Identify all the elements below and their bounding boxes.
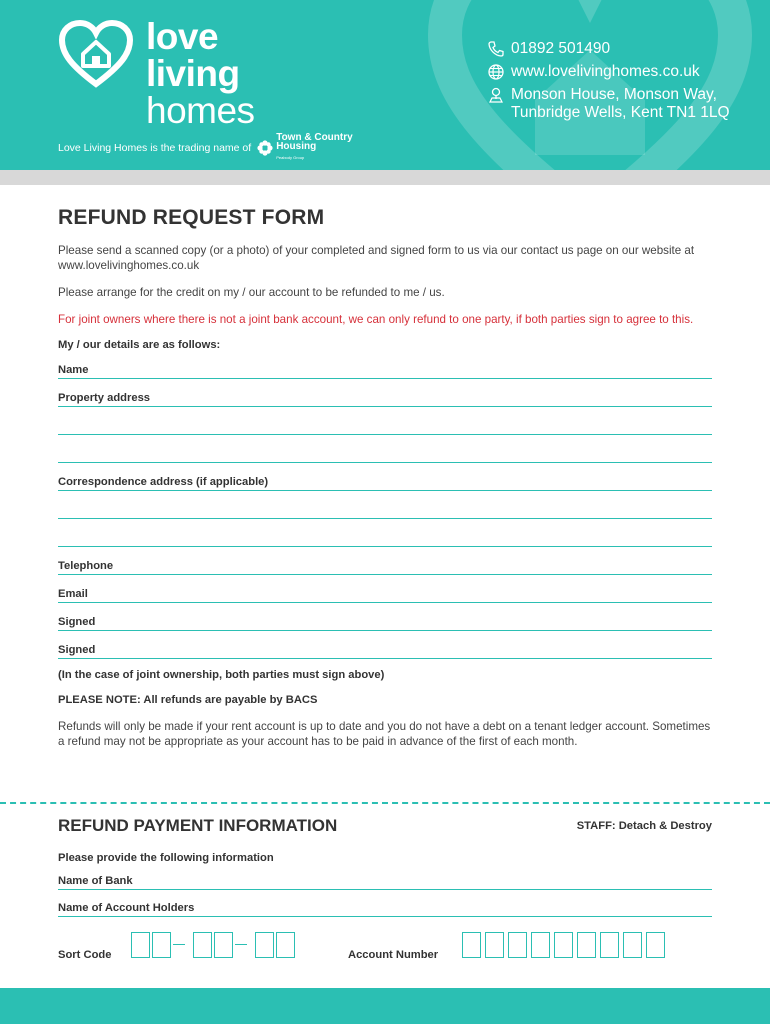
account-number-box-4[interactable] bbox=[531, 932, 550, 958]
heart-house-logo-icon bbox=[58, 20, 134, 90]
sort-code-label: Sort Code bbox=[58, 949, 112, 961]
details-heading: My / our details are as follows: bbox=[58, 339, 221, 351]
email-label: Email bbox=[58, 588, 88, 600]
bank-codes-row bbox=[58, 932, 712, 962]
email-field[interactable] bbox=[58, 575, 712, 603]
refund-conditions-text: Refunds will only be made if your rent account is up to date and you do not have a debt on a tenant ledger account. Sometimes a refund may not be appropriate as your account has to be paid in advance of the first of each month. bbox=[58, 720, 711, 748]
telephone-field[interactable] bbox=[58, 547, 712, 575]
account-number-box-5[interactable] bbox=[554, 932, 573, 958]
sort-code-box-3[interactable] bbox=[193, 932, 212, 958]
account-number-box-8[interactable] bbox=[623, 932, 642, 958]
partner-logo bbox=[257, 133, 352, 162]
form-title: REFUND REQUEST FORM bbox=[58, 206, 325, 229]
signed-label-1: Signed bbox=[58, 616, 96, 628]
account-number-box-6[interactable] bbox=[577, 932, 596, 958]
correspondence-address-line-2[interactable] bbox=[58, 491, 712, 519]
account-holders-field[interactable] bbox=[58, 890, 712, 917]
contact-address bbox=[487, 86, 730, 122]
phone-icon bbox=[487, 40, 505, 58]
footer-band bbox=[0, 988, 770, 1024]
joint-owners-notice: For joint owners where there is not a joint bank account, we can only refund to one party, if both parties sign to agree to this. bbox=[58, 313, 694, 326]
refund-request-form bbox=[58, 206, 712, 761]
account-number-box-7[interactable] bbox=[600, 932, 619, 958]
phone-number: 01892 501490 bbox=[511, 40, 611, 57]
telephone-label: Telephone bbox=[58, 560, 114, 572]
intro-text: Please send a scanned copy (or a photo) of your completed and signed form to us via our contact us page on our website at www.lovelivinghomes.co.uk bbox=[58, 244, 695, 272]
joint-sign-note: (In the case of joint ownership, both parties must sign above) bbox=[58, 669, 385, 681]
header-banner bbox=[0, 0, 770, 170]
flower-logo-icon bbox=[257, 140, 273, 156]
name-field[interactable] bbox=[58, 351, 712, 379]
sort-code-separator bbox=[173, 944, 185, 945]
account-number-box-3[interactable] bbox=[508, 932, 527, 958]
sort-code-box-1[interactable] bbox=[131, 932, 150, 958]
bank-name-label: Name of Bank bbox=[58, 875, 133, 887]
sort-code-separator bbox=[235, 944, 247, 945]
property-address-line-3[interactable] bbox=[58, 435, 712, 463]
partner-subtitle: Peabody Group bbox=[276, 155, 305, 160]
detach-cut-line bbox=[0, 802, 770, 804]
account-number-label: Account Number bbox=[348, 949, 439, 961]
trading-name-line bbox=[58, 133, 353, 162]
sort-code-box-4[interactable] bbox=[214, 932, 233, 958]
website-link: www.lovelivinghomes.co.uk bbox=[511, 63, 700, 80]
header-divider-band bbox=[0, 170, 770, 185]
refund-payment-section bbox=[58, 816, 712, 917]
provide-info-text: Please provide the following information bbox=[58, 852, 274, 864]
sort-code-box-6[interactable] bbox=[276, 932, 295, 958]
contact-phone[interactable] bbox=[487, 40, 730, 58]
property-address-field[interactable] bbox=[58, 379, 712, 407]
correspondence-address-line-3[interactable] bbox=[58, 519, 712, 547]
globe-icon bbox=[487, 63, 505, 81]
signed-label-2: Signed bbox=[58, 644, 96, 656]
account-number-box-2[interactable] bbox=[485, 932, 504, 958]
partner-name-1: Town & Country bbox=[276, 132, 353, 143]
correspondence-address-label: Correspondence address (if applicable) bbox=[58, 476, 269, 488]
account-number-box-9[interactable] bbox=[646, 932, 665, 958]
sort-code-box-2[interactable] bbox=[152, 932, 171, 958]
address-line-1: Monson House, Monson Way, bbox=[511, 86, 717, 103]
logo-word-love: love bbox=[146, 16, 219, 57]
account-holders-label: Name of Account Holders bbox=[58, 902, 195, 914]
address-line-2: Tunbridge Wells, Kent TN1 1LQ bbox=[511, 104, 730, 121]
property-address-line-2[interactable] bbox=[58, 407, 712, 435]
trading-text: Love Living Homes is the trading name of bbox=[58, 141, 252, 154]
arrange-text: Please arrange for the credit on my / our account to be refunded to me / us. bbox=[58, 286, 445, 299]
contact-block bbox=[487, 40, 730, 127]
correspondence-address-field[interactable] bbox=[58, 463, 712, 491]
signature-field-1[interactable] bbox=[58, 603, 712, 631]
brand-logo[interactable] bbox=[58, 18, 255, 129]
staff-detach-note: STAFF: Detach & Destroy bbox=[576, 820, 712, 832]
bank-name-field[interactable] bbox=[58, 864, 712, 890]
location-pin-icon bbox=[487, 86, 505, 104]
property-address-label: Property address bbox=[58, 392, 151, 404]
name-label: Name bbox=[58, 364, 89, 376]
sort-code-box-5[interactable] bbox=[255, 932, 274, 958]
signature-field-2[interactable] bbox=[58, 631, 712, 659]
bacs-note: PLEASE NOTE: All refunds are payable by BACS bbox=[58, 694, 318, 706]
contact-website[interactable] bbox=[487, 63, 730, 81]
partner-name-2: Housing bbox=[276, 141, 317, 152]
payment-section-title: REFUND PAYMENT INFORMATION bbox=[58, 816, 338, 835]
account-number-box-1[interactable] bbox=[462, 932, 481, 958]
logo-word-homes: homes bbox=[146, 90, 255, 131]
logo-word-living: living bbox=[146, 53, 240, 94]
